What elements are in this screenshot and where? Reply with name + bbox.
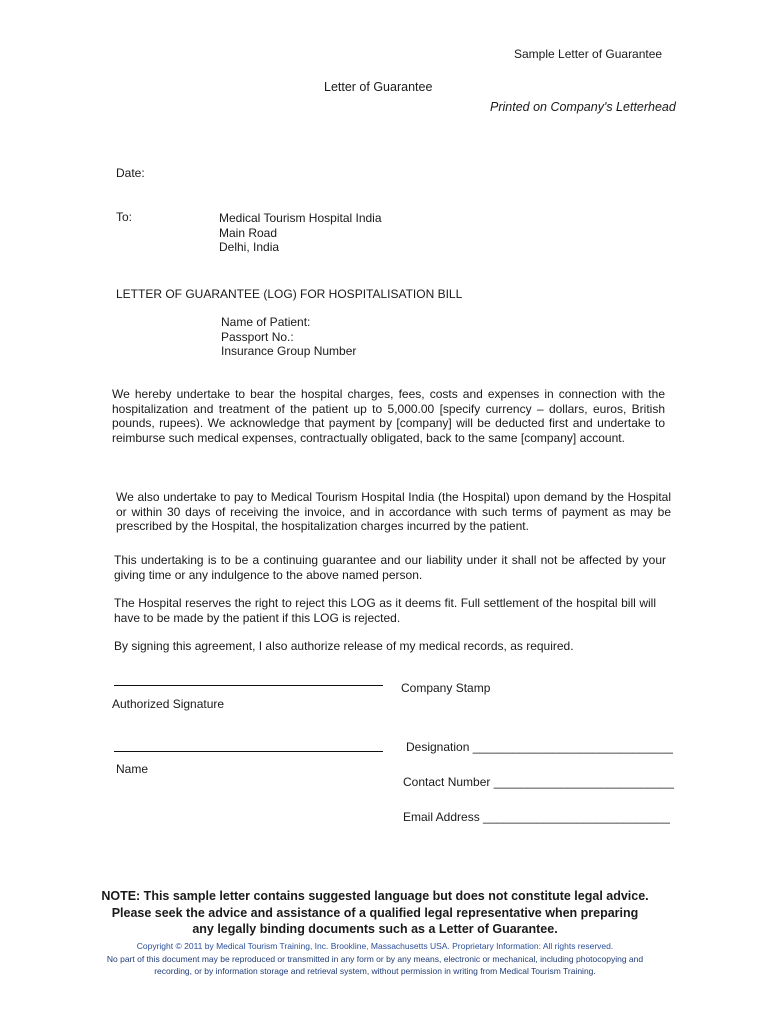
copyright-notice xyxy=(30,940,720,978)
patient-fields xyxy=(221,315,356,359)
recipient-line: Delhi, India xyxy=(219,240,280,254)
date-label: Date: xyxy=(116,166,145,180)
authorized-signature-label: Authorized Signature xyxy=(112,697,225,711)
sample-label: Sample Letter of Guarantee xyxy=(514,47,663,61)
legal-note xyxy=(60,888,690,938)
name-line xyxy=(114,751,383,752)
body-paragraph-5: By signing this agreement, I also authorize release of my medical records, as required. xyxy=(114,639,574,653)
copyright-line: recording, or by information storage and retrieval system, without permission in writing from Medical Tourism Training. xyxy=(154,966,596,976)
body-paragraph-3: This undertaking is to be a continuing guarantee and our liability under it shall not be affected by your giving time or any indulgence to the above named person. xyxy=(114,553,666,582)
insurance-group-field: Insurance Group Number xyxy=(221,344,357,358)
company-stamp-label: Company Stamp xyxy=(401,681,491,695)
letter-subject: LETTER OF GUARANTEE (LOG) FOR HOSPITALISATION BILL xyxy=(116,287,463,301)
recipient-address xyxy=(219,211,382,255)
signature-line xyxy=(114,685,383,686)
legal-note-line: NOTE: This sample letter contains suggested language but does not constitute legal advice. xyxy=(101,889,649,903)
recipient-line: Main Road xyxy=(219,225,278,240)
designation-field: Designation ______________________________ xyxy=(406,740,673,754)
contact-number-field: Contact Number ___________________________ xyxy=(403,775,674,789)
copyright-line: No part of this document may be reproduced or transmitted in any form or by any means, electronic or mechanical, including photocopying and xyxy=(106,953,644,964)
letterhead-note: Printed on Company's Letterhead xyxy=(490,100,676,114)
page-title: Letter of Guarantee xyxy=(324,80,433,94)
email-address-field: Email Address ____________________________ xyxy=(403,810,670,824)
recipient-line: Medical Tourism Hospital India xyxy=(219,211,382,225)
passport-number-field: Passport No.: xyxy=(221,329,294,344)
patient-name-field: Name of Patient: xyxy=(221,315,311,329)
copyright-line: Copyright © 2011 by Medical Tourism Training, Inc. Brookline, Massachusetts USA. Proprietary Information: All rights reserved. xyxy=(136,941,614,951)
legal-note-line: Please seek the advice and assistance of a qualified legal representative when preparing xyxy=(111,905,639,920)
body-paragraph-1: We hereby undertake to bear the hospital charges, fees, costs and expenses in connection with the hospitalization and treatment of the patient up to 5,000.00 [specify currency – dollars, euros, British pounds, rupees). We acknowledge that payment by [company] will be deducted first and undertake to reimburse such medical expenses, contractually obligated, back to the same [company] account. xyxy=(112,387,665,445)
body-paragraph-4: The Hospital reserves the right to reject this LOG as it deems fit. Full settlement of the hospital bill will have to be made by the patient if this LOG is rejected. xyxy=(114,596,656,625)
name-label: Name xyxy=(116,762,149,776)
to-label: To: xyxy=(116,210,133,224)
body-paragraph-2: We also undertake to pay to Medical Tourism Hospital India (the Hospital) upon demand by the Hospital or within 30 days of receiving the invoice, and in accordance with such terms of payment as may be prescribed by the Hospital, the hospitalization charges incurred by the patient. xyxy=(116,490,671,533)
legal-note-line: any legally binding documents such as a Letter of Guarantee. xyxy=(192,922,558,936)
